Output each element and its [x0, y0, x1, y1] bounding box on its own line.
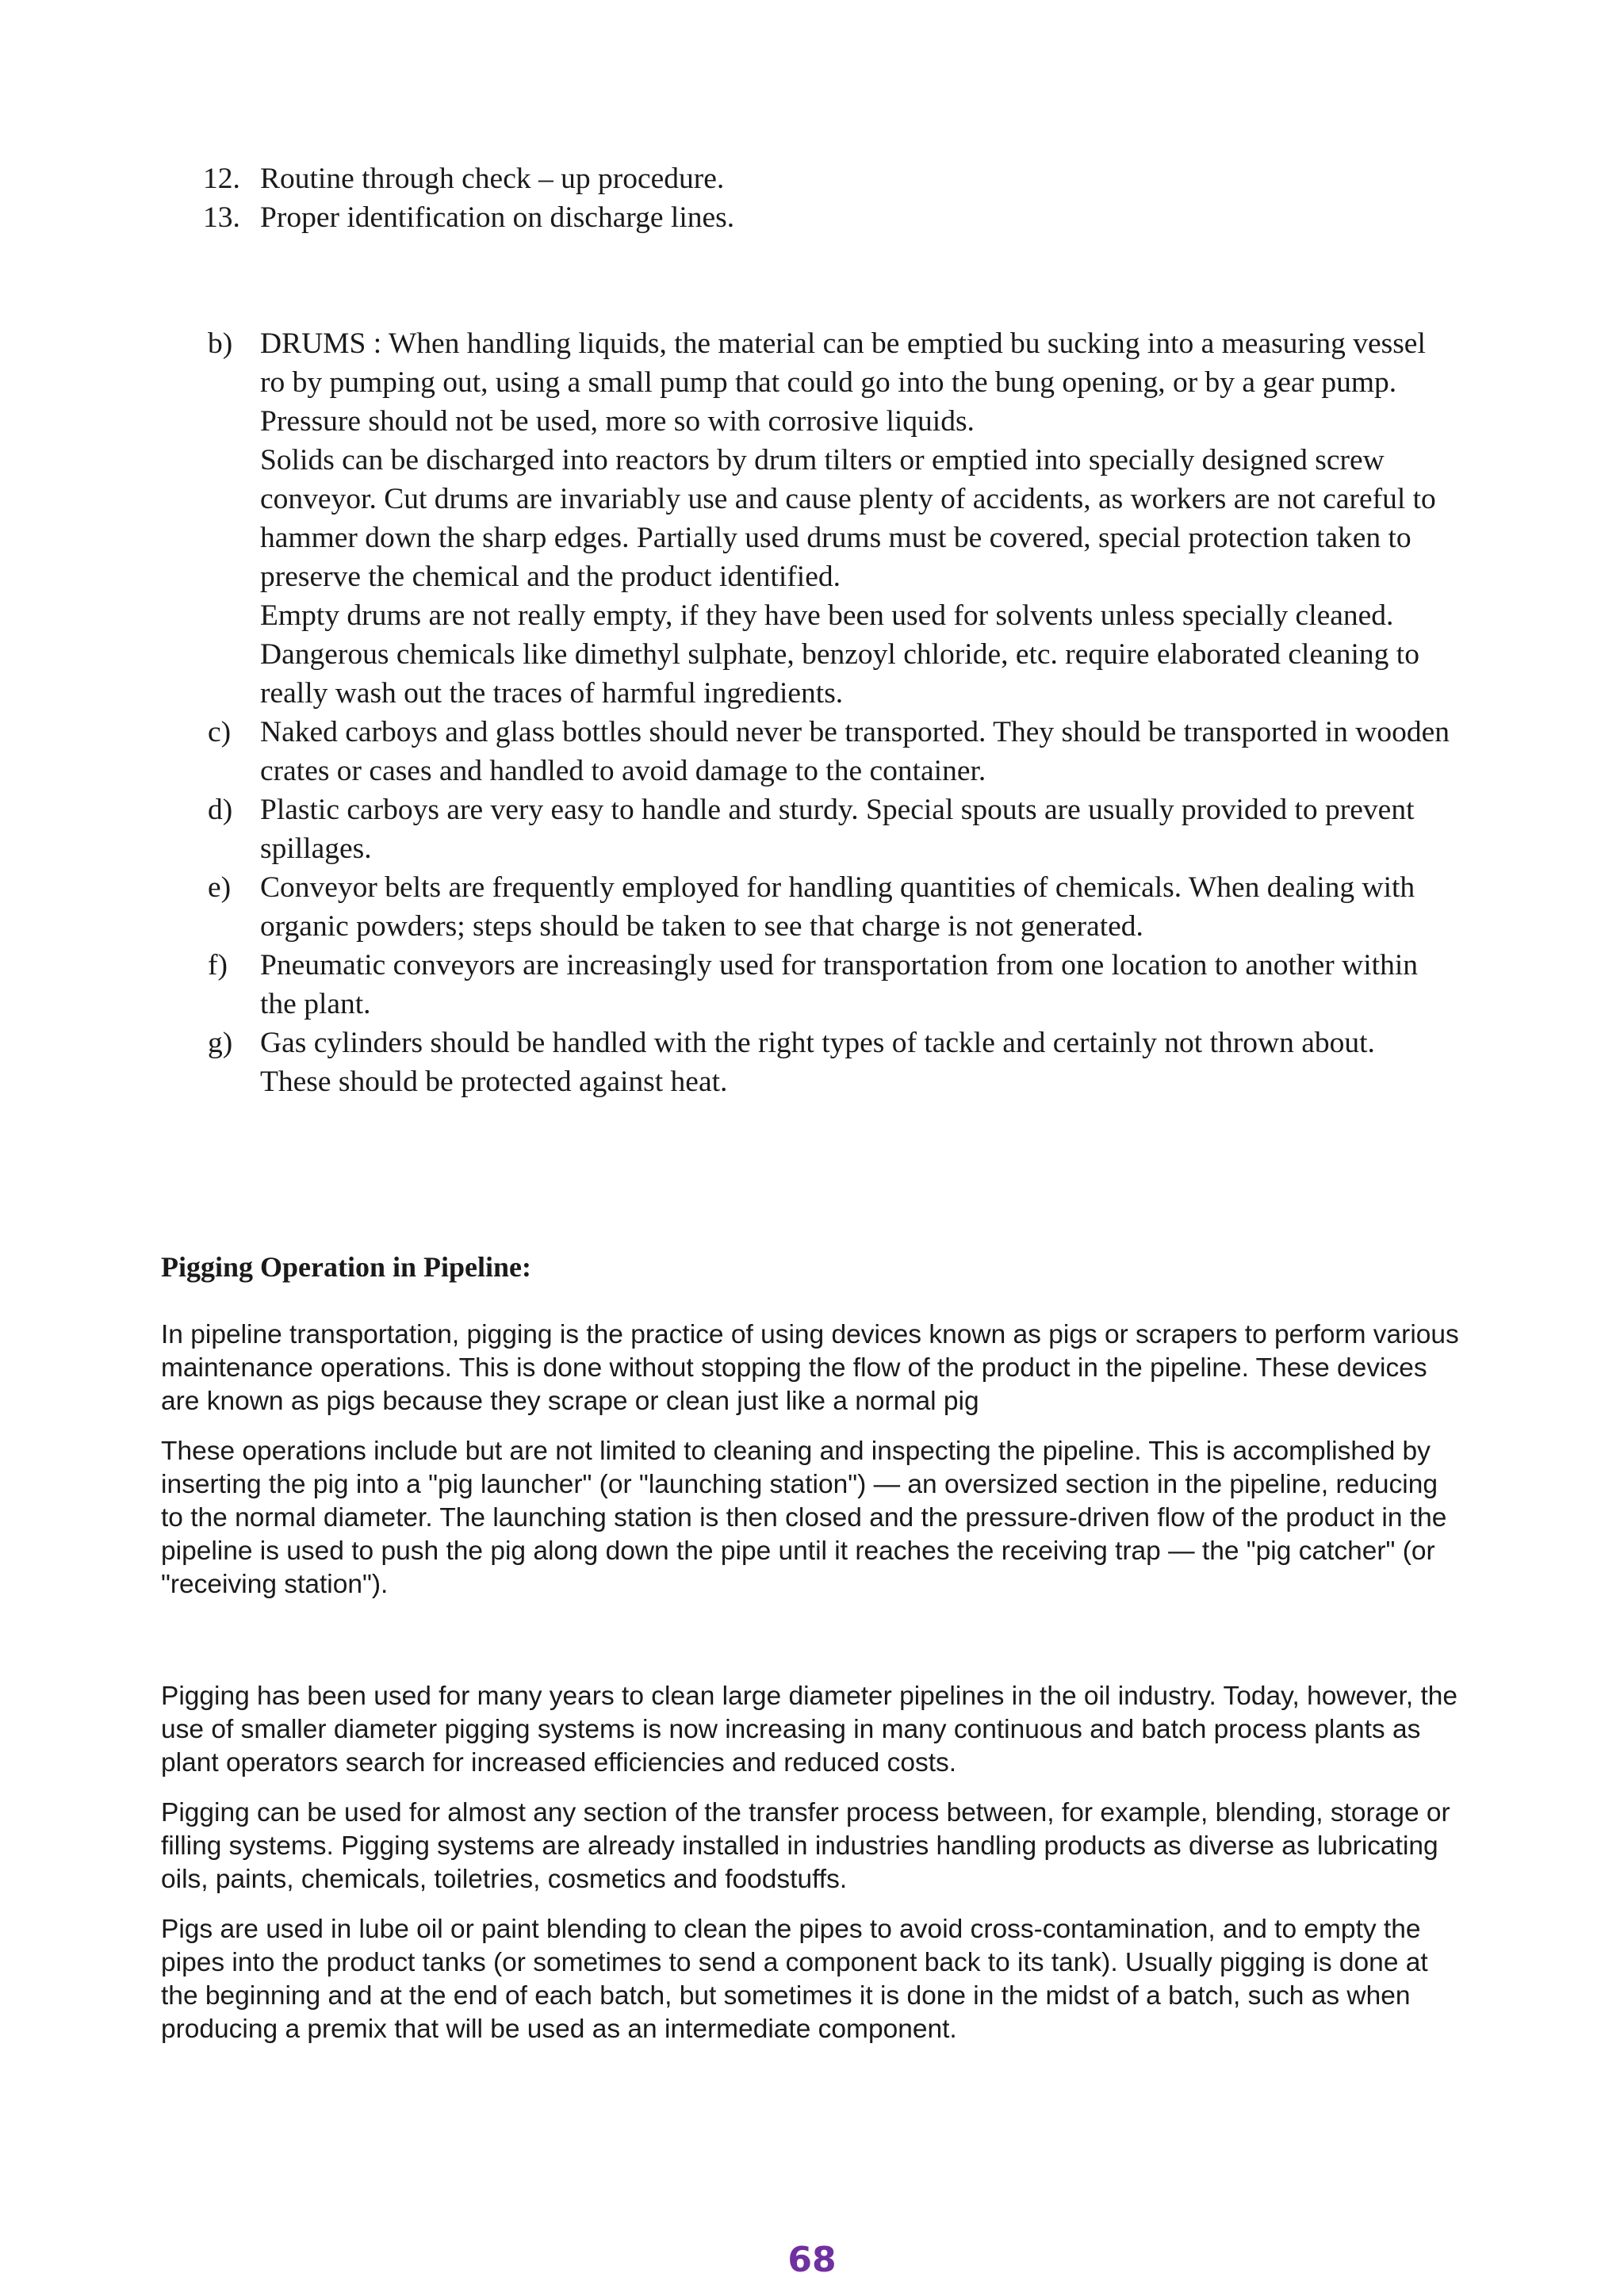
- list-marker: c): [208, 716, 232, 748]
- body-paragraph: Pigging can be used for almost any section of the transfer process between, for example, blending, storage or filling systems. Pigging systems are already installed in industries handling products as diverse as lubricating oils, paints, chemicals, toiletries, cosmetics and foodstuffs.: [161, 1798, 1450, 1894]
- list-item-paragraph: Naked carboys and glass bottles should never be transported. They should be transported in wooden crates or cases and handled to avoid damage to the container.: [260, 716, 1450, 787]
- list-item-paragraph: Plastic carboys are very easy to handle and sturdy. Special spouts are usually provided to prevent spillages.: [260, 794, 1415, 865]
- list-item: [208, 324, 1453, 713]
- list-marker: 13.: [203, 201, 240, 234]
- list-item: [208, 713, 1453, 790]
- body-paragraph: These operations include but are not limited to cleaning and inspecting the pipeline. This is accomplished by inserting the pig into a "pig launcher" (or "launching station") — an oversized section in the pipeline, reducing to the normal diameter. The launching station is then closed and the pressure-driven flow of the product in the pipeline is used to push the pig along down the pipe until it reaches the receiving trap — the "pig catcher" (or "receiving station").: [161, 1437, 1447, 1599]
- list-item-paragraph: Gas cylinders should be handled with the right types of tackle and certainly not thrown about. These should be protected against heat.: [260, 1027, 1375, 1098]
- numbered-list: [203, 159, 1453, 237]
- section-heading: Pigging Operation in Pipeline:: [161, 1251, 532, 1283]
- list-item: [208, 1024, 1453, 1101]
- list-item-paragraph: Conveyor belts are frequently employed for handling quantities of chemicals. When dealing with organic powders; steps should be taken to see that charge is not generated.: [260, 871, 1415, 943]
- body-paragraph: Pigs are used in lube oil or paint blending to clean the pipes to avoid cross-contamination, and to empty the pipes into the product tanks (or sometimes to send a component back to its tank). Usually pigging is done at the beginning and at the end of each batch, but sometimes it is done in the midst of a batch, such as when producing a premix that will be used as an intermediate component.: [161, 1915, 1428, 2044]
- body-paragraph: Pigging has been used for many years to clean large diameter pipelines in the oil industry. Today, however, the use of smaller diameter pigging systems is now increasing in many continuous and batch process plants as plant operators search for increased efficiencies and reduced costs.: [161, 1682, 1458, 1777]
- lettered-list: [208, 324, 1453, 1101]
- list-marker: f): [208, 949, 228, 982]
- list-marker: e): [208, 871, 232, 904]
- list-marker: b): [208, 327, 233, 360]
- page-number: 68: [787, 2240, 837, 2280]
- list-item-paragraph: Solids can be discharged into reactors by drum tilters or emptied into specially designed screw conveyor. Cut drums are invariably use and cause plenty of accidents, as workers are not careful to hammer down the sharp edges. Partially used drums must be covered, special protection taken to preserve the chemical and the product identified.: [260, 444, 1436, 593]
- list-marker: 12.: [203, 163, 240, 195]
- list-item: [208, 946, 1453, 1024]
- list-item-paragraph: Empty drums are not really empty, if they have been used for solvents unless specially cleaned. Dangerous chemicals like dimethyl sulphate, benzoyl chloride, etc. require elaborated cleaning to really wash out the traces of harmful ingredients.: [260, 599, 1419, 710]
- list-item: [203, 198, 1453, 237]
- body-paragraph: In pipeline transportation, pigging is the practice of using devices known as pigs or scrapers to perform various maintenance operations. This is done without stopping the flow of the product in the pipeline. These devices are known as pigs because they scrape or clean just like a normal pig: [161, 1320, 1459, 1416]
- list-item-paragraph: DRUMS : When handling liquids, the material can be emptied bu sucking into a measuring vessel ro by pumping out, using a small pump that could go into the bung opening, or by a gear pump. Pressure should not be used, more so with corrosive liquids.: [260, 327, 1426, 438]
- list-item-text: Proper identification on discharge lines.: [260, 201, 735, 234]
- list-item-text: Routine through check – up procedure.: [260, 163, 725, 195]
- list-marker: d): [208, 794, 233, 826]
- list-marker: g): [208, 1027, 233, 1059]
- list-item: [203, 159, 1453, 198]
- list-item: [208, 868, 1453, 946]
- list-item-paragraph: Pneumatic conveyors are increasingly used for transportation from one location to another within the plant.: [260, 949, 1418, 1020]
- list-item: [208, 790, 1453, 868]
